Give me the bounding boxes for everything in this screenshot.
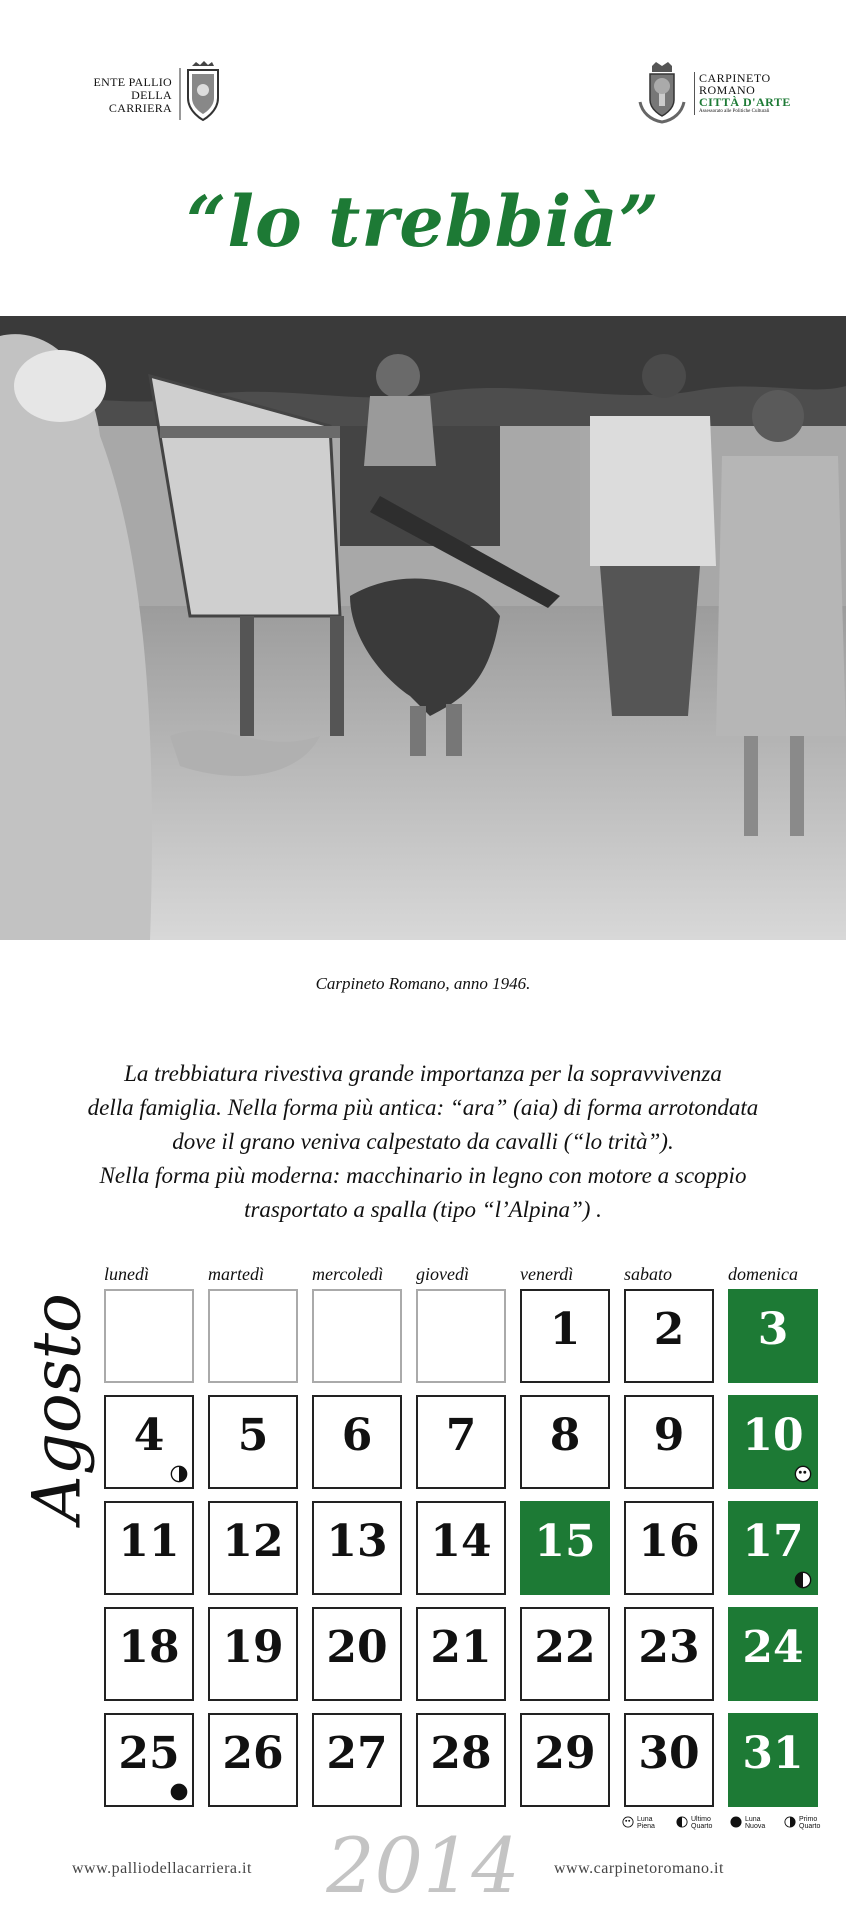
threshing-scene-illustration — [0, 316, 846, 940]
description-line: La trebbiatura rivestiva grande importanza per la sopravvivenza — [124, 1061, 722, 1086]
weekday-header: domenica — [728, 1264, 798, 1284]
calendar-day-number: 26 — [222, 1728, 284, 1779]
calendar-day-cell — [624, 1713, 714, 1807]
primo-quarto-legend-icon — [784, 1816, 796, 1828]
calendar-day-number: 9 — [653, 1410, 685, 1461]
calendar-day-cell — [312, 1395, 402, 1489]
calendar-day-number: 25 — [118, 1728, 180, 1779]
ente-pallio-logo-text — [72, 76, 172, 115]
carpineto-line1: CARPINETO — [699, 71, 771, 85]
page-title: “lo trebbià” — [186, 180, 660, 263]
calendar-year: 2014 — [326, 1821, 520, 1910]
calendar-day-number: 14 — [430, 1516, 492, 1567]
calendar-day-number: 15 — [534, 1516, 596, 1567]
calendar-day-cell — [728, 1607, 818, 1701]
weekday-header: mercoledì — [312, 1264, 384, 1284]
luna-nuova-moon-icon — [170, 1783, 188, 1801]
calendar-day-number: 27 — [326, 1728, 388, 1779]
historic-photo — [0, 316, 846, 940]
calendar-day-number: 8 — [549, 1410, 581, 1461]
calendar-day-cell — [416, 1395, 506, 1489]
weekday-header: martedì — [208, 1264, 264, 1284]
description-line: trasportato a spalla (tipo “l’Alpina”) . — [244, 1197, 602, 1222]
description-line: dove il grano veniva calpestato da cavalli (“lo trità”). — [172, 1129, 674, 1154]
description-line: Nella forma più moderna: macchinario in legno con motore a scoppio — [99, 1163, 747, 1188]
carpineto-crest-icon — [636, 62, 688, 124]
carpineto-website-link[interactable]: www.carpinetoromano.it — [554, 1860, 724, 1877]
calendar-day-cell — [624, 1395, 714, 1489]
calendar-day-cell — [312, 1713, 402, 1807]
calendar-day-cell — [416, 1607, 506, 1701]
calendar-day-cell — [728, 1501, 818, 1595]
calendar-day-cell — [416, 1501, 506, 1595]
calendar-day-cell — [208, 1395, 298, 1489]
calendar-day-number: 13 — [326, 1516, 388, 1567]
month-label-container — [18, 1278, 96, 1538]
calendar-day-cell — [520, 1713, 610, 1807]
calendar-day-number: 30 — [638, 1728, 700, 1779]
ultimo-quarto-legend-icon — [676, 1816, 688, 1828]
calendar-day-number: 20 — [326, 1622, 388, 1673]
luna-piena-legend-icon — [622, 1816, 634, 1828]
legend-label: Luna Nuova — [745, 1816, 766, 1830]
ente-pallio-crest-icon — [178, 60, 224, 124]
assessorato-label: Assessorato alle Politiche Culturali — [699, 109, 770, 114]
photo-caption: Carpineto Romano, anno 1946. — [315, 974, 531, 993]
calendar-day-cell — [728, 1713, 818, 1807]
calendar-empty-cell — [208, 1289, 298, 1383]
calendar-day-cell — [312, 1607, 402, 1701]
calendar-day-cell — [520, 1289, 610, 1383]
luna-nuova-legend-icon — [730, 1816, 742, 1828]
calendar-day-cell — [104, 1607, 194, 1701]
calendar-day-cell — [520, 1395, 610, 1489]
calendar-day-cell — [208, 1713, 298, 1807]
calendar-day-cell — [728, 1289, 818, 1383]
calendar-day-number: 11 — [118, 1516, 180, 1567]
calendar-day-number: 18 — [118, 1622, 180, 1673]
citta-darte-label: CITTÀ D'ARTE — [699, 95, 791, 109]
ente-pallio-logo — [72, 58, 242, 128]
calendar-day-number: 1 — [549, 1304, 581, 1355]
calendar-day-number: 29 — [534, 1728, 596, 1779]
weekday-header: venerdì — [520, 1264, 574, 1284]
calendar-day-number: 28 — [430, 1728, 492, 1779]
carpineto-logo-text — [694, 72, 791, 115]
calendar-day-cell — [104, 1501, 194, 1595]
calendar-day-number: 17 — [742, 1516, 804, 1567]
calendar-day-number: 19 — [222, 1622, 284, 1673]
calendar-day-number: 21 — [430, 1622, 492, 1673]
ultimo-quarto-moon-icon — [794, 1571, 812, 1589]
ente-pallio-line2: DELLA CARRIERA — [108, 88, 172, 115]
calendar-day-cell — [624, 1289, 714, 1383]
legend-label: Primo Quarto — [799, 1816, 821, 1830]
weekday-header: lunedì — [104, 1264, 149, 1284]
luna-piena-moon-icon — [794, 1465, 812, 1483]
calendar-day-number: 6 — [341, 1410, 373, 1461]
calendar-day-number: 2 — [653, 1304, 685, 1355]
calendar-day-number: 31 — [742, 1728, 804, 1779]
calendar-empty-cell — [312, 1289, 402, 1383]
calendar-day-cell — [416, 1713, 506, 1807]
calendar-day-cell — [728, 1395, 818, 1489]
ente-pallio-line1: ENTE PALLIO — [93, 75, 172, 89]
calendar-day-number: 10 — [742, 1410, 804, 1461]
calendar-day-cell — [104, 1395, 194, 1489]
description-text — [40, 1057, 806, 1227]
calendar-day-cell — [624, 1501, 714, 1595]
description-line: della famiglia. Nella forma più antica: “ara” (aia) di forma arrotondata — [87, 1095, 759, 1120]
calendar-empty-cell — [416, 1289, 506, 1383]
calendar-day-cell — [312, 1501, 402, 1595]
weekday-header: sabato — [624, 1264, 673, 1284]
calendar-day-number: 22 — [534, 1622, 596, 1673]
calendar-day-cell — [104, 1713, 194, 1807]
primo-quarto-moon-icon — [170, 1465, 188, 1483]
calendar-day-cell — [208, 1607, 298, 1701]
calendar-day-number: 5 — [237, 1410, 269, 1461]
carpineto-line2: ROMANO — [699, 83, 756, 97]
pallio-website-link[interactable]: www.palliodellacarriera.it — [72, 1860, 252, 1877]
calendar-empty-cell — [104, 1289, 194, 1383]
calendar-day-cell — [520, 1607, 610, 1701]
weekday-header: giovedì — [416, 1264, 469, 1284]
month-label: Agosto — [18, 1293, 96, 1523]
calendar-day-number: 12 — [222, 1516, 284, 1567]
calendar-day-cell — [624, 1607, 714, 1701]
legend-label: Ultimo Quarto — [691, 1816, 713, 1830]
calendar-day-cell — [208, 1501, 298, 1595]
calendar-day-number: 3 — [757, 1304, 789, 1355]
calendar-day-number: 4 — [133, 1410, 165, 1461]
calendar-day-number: 7 — [445, 1410, 477, 1461]
calendar-day-number: 16 — [638, 1516, 700, 1567]
carpineto-romano-logo — [636, 58, 796, 128]
calendar-day-number: 24 — [742, 1622, 804, 1673]
legend-label: Luna Piena — [637, 1816, 655, 1830]
calendar-day-number: 23 — [638, 1622, 700, 1673]
calendar-day-cell — [520, 1501, 610, 1595]
